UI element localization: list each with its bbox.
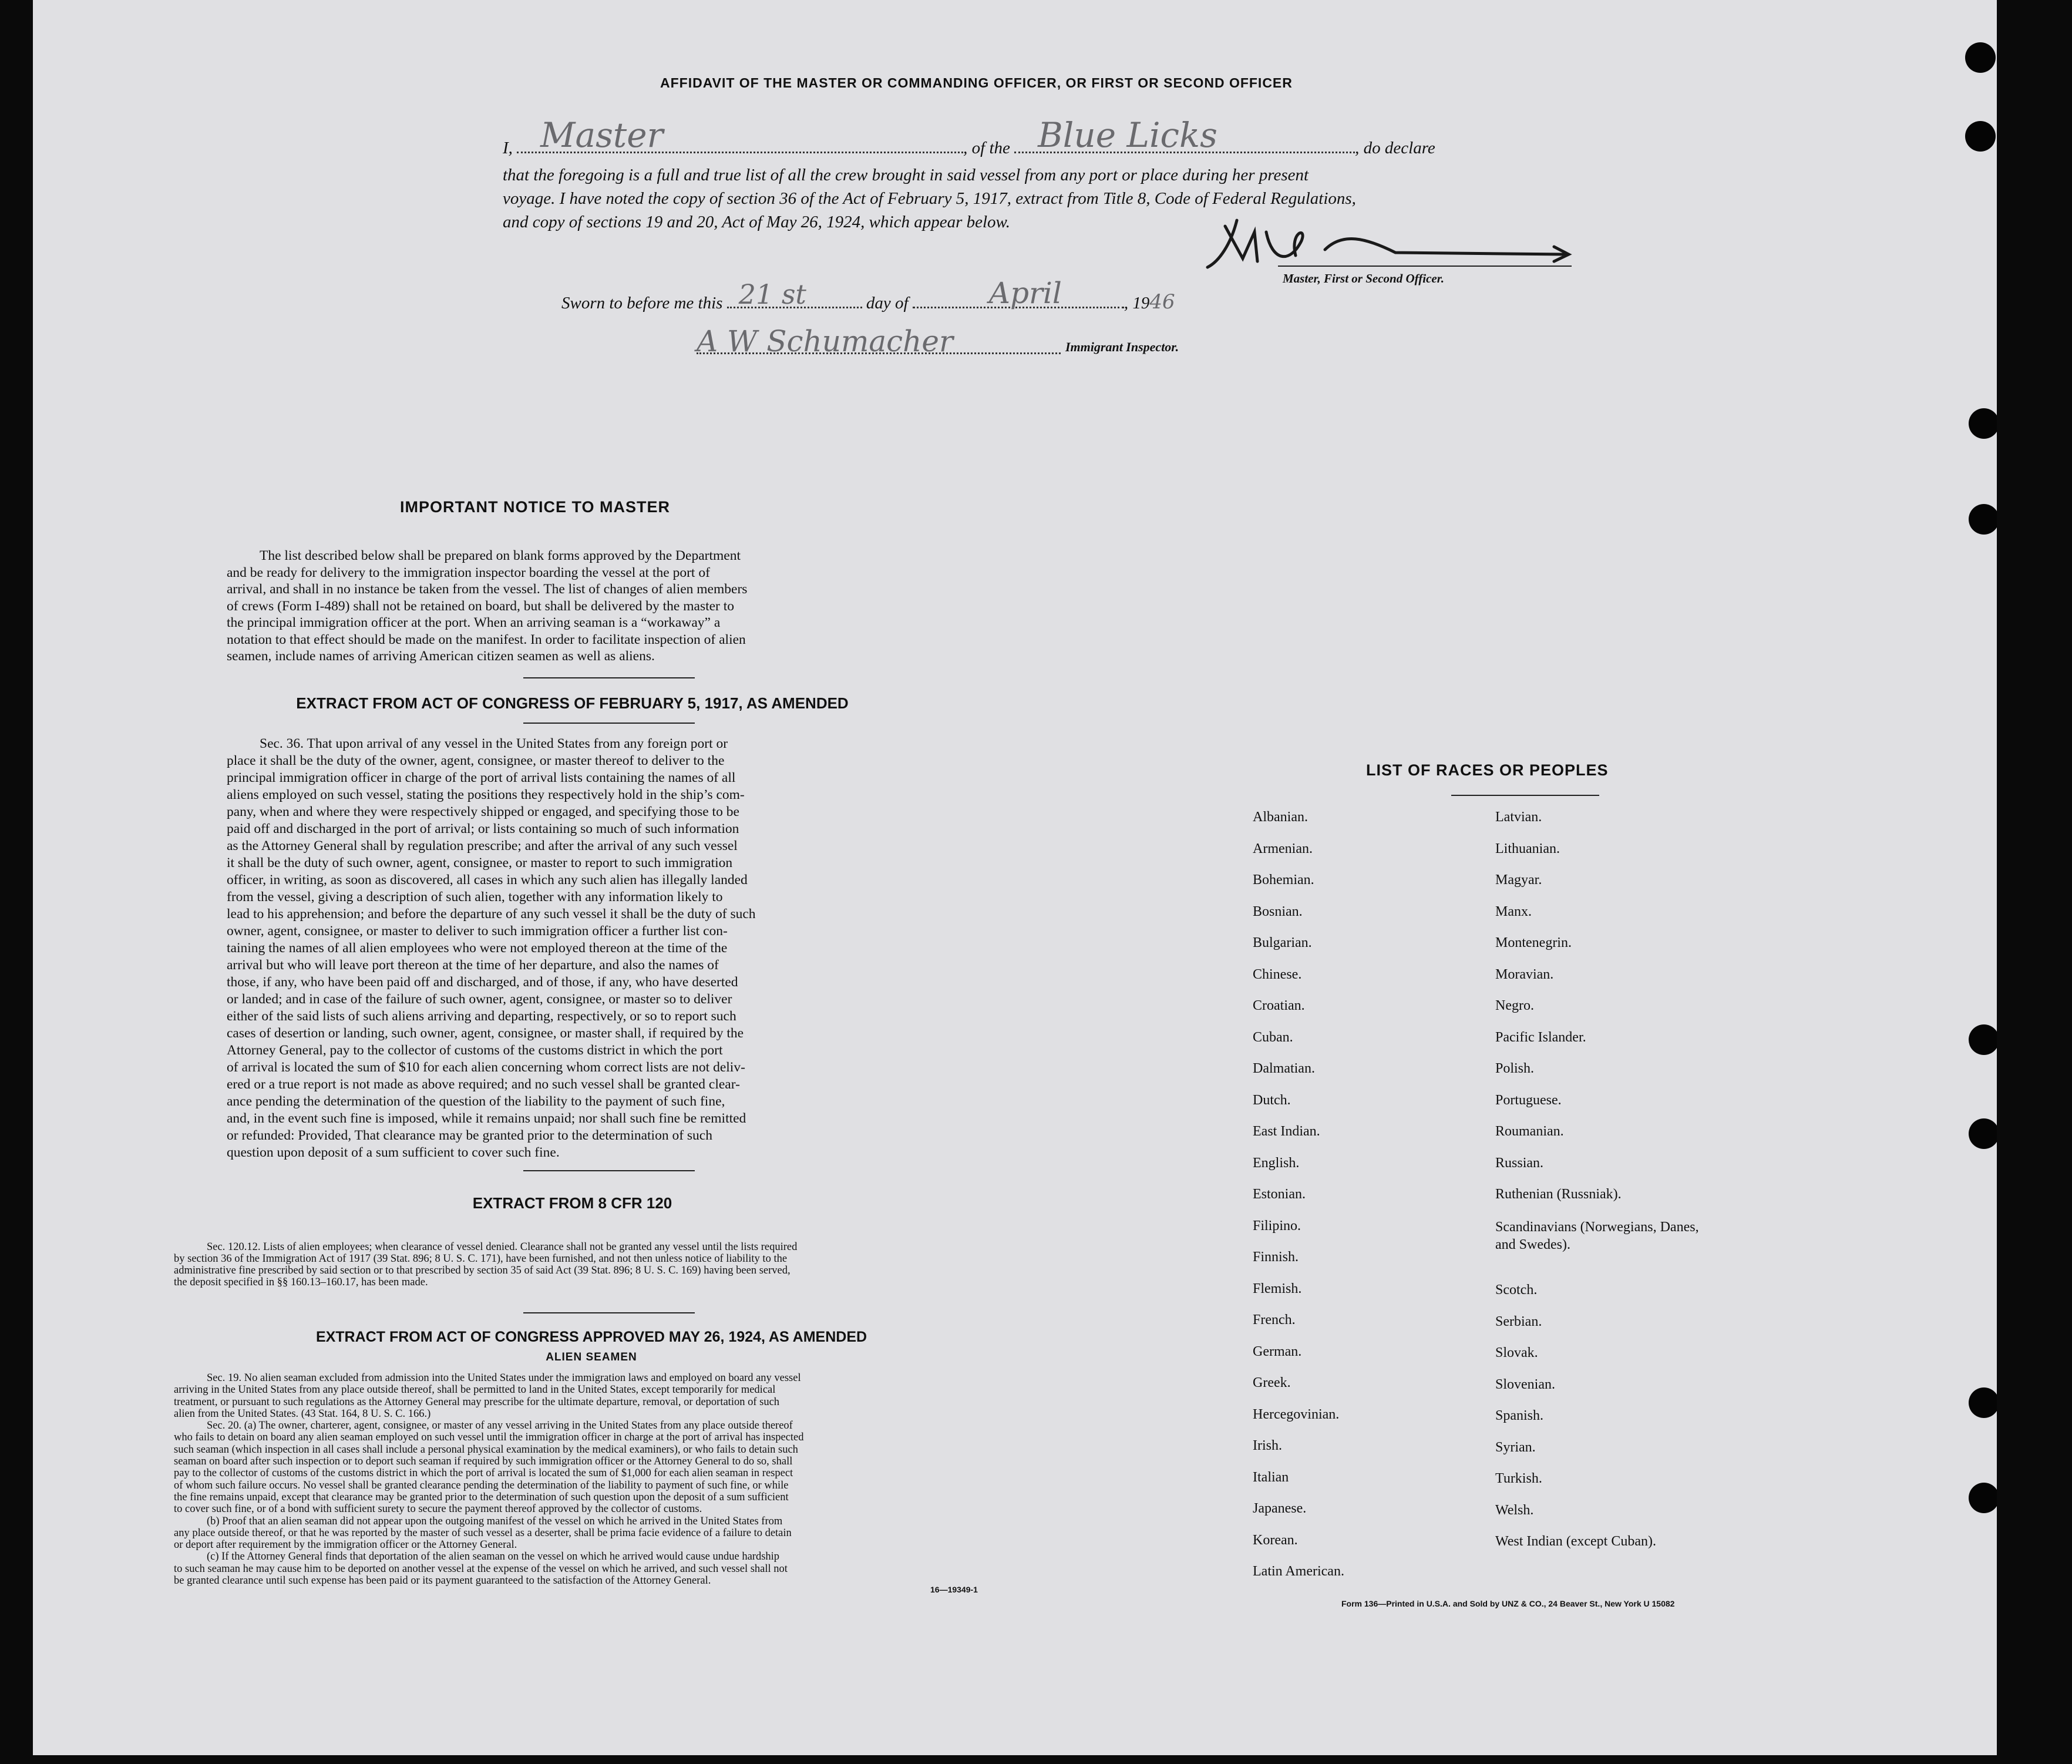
race-entry: Moravian. <box>1495 966 1554 982</box>
text-line: or deport after requirement by the immigration officer or the Attorney General. <box>174 1539 517 1551</box>
master-signature <box>1202 209 1577 273</box>
text-line: and, in the event such fine is imposed, while it remains unpaid; nor shall such fine be remitted <box>227 1111 746 1126</box>
act1924-heading: EXTRACT FROM ACT OF CONGRESS APPROVED MAY 26, 1924, AS AMENDED <box>315 1329 867 1345</box>
text-line: of crews (Form I-489) shall not be retained on board, but shall be delivered by the master to <box>227 598 735 614</box>
text-line: alien from the United States. (43 Stat. 164, 8 U. S. C. 166.) <box>174 1407 431 1420</box>
race-entry: Slovenian. <box>1495 1376 1555 1392</box>
race-entry: Bosnian. <box>1253 903 1303 919</box>
race-entry: Korean. <box>1253 1532 1298 1548</box>
text-line: arrival, and shall in no instance be taken from the vessel. The list of changes of alien members <box>227 582 748 597</box>
affidavit-line4: and copy of sections 19 and 20, Act of May 26, 1924, which appear below. <box>503 213 1010 231</box>
race-entry: Irish. <box>1253 1438 1282 1453</box>
text-line: Sec. 120.12. Lists of alien employees; when clearance of vessel denied. Clearance shall not be granted any vessel until the lists required <box>207 1241 798 1253</box>
text-line: pany, when and where they were respectively shipped or engaged, and specifying those to be <box>227 804 739 819</box>
text-line: aliens employed on such vessel, stating the positions they respectively hold in the ship’s com- <box>227 787 745 802</box>
cfr-body <box>174 1241 1008 1288</box>
affidavit-line3: voyage. I have noted the copy of section 36 of the Act of February 5, 1917, extract from Title 8, Code of Federal Regulations, <box>503 189 1356 208</box>
race-entry: Latin American. <box>1253 1564 1344 1579</box>
race-entry: Hercegovinian. <box>1253 1406 1340 1422</box>
race-entry: Dalmatian. <box>1253 1061 1315 1076</box>
sworn-line <box>561 276 1175 314</box>
form-code: 16—19349-1 <box>930 1585 978 1594</box>
race-entry: Manx. <box>1495 903 1532 919</box>
text-line: or refunded: Provided, That clearance may be granted prior to the determination of such <box>227 1128 712 1143</box>
race-entry: French. <box>1253 1312 1296 1328</box>
race-entry: Roumanian. <box>1495 1124 1564 1139</box>
race-entry: Russian. <box>1495 1155 1544 1171</box>
race-entry: Syrian. <box>1495 1439 1536 1455</box>
text-line: pay to the collector of customs of the customs district in which the port of arrival is located the sum of $1,000 for each alien seaman in respect <box>174 1467 793 1480</box>
binder-hole <box>1969 504 1997 535</box>
text-line: such seaman (which inspection in all cases shall include a personal physical examination by the medical examiners), or who fails to detain such <box>174 1443 798 1456</box>
race-entry: Albanian. <box>1253 809 1308 825</box>
declare-label: , do declare <box>1355 139 1435 157</box>
text-line: administrative fine prescribed by said section or to that prescribed by section 35 of said Act (39 Stat. 896; 8 U. S. C. 169) having been served, <box>174 1265 791 1276</box>
text-line: place it shall be the duty of the owner, agent, consignee, or master thereof to deliver to the <box>227 753 725 768</box>
text-line: paid off and discharged in the port of arrival; or lists containing so much of such information <box>227 821 739 836</box>
notice-body <box>227 547 918 665</box>
race-entry: Bulgarian. <box>1253 935 1312 950</box>
text-line: taining the names of all alien employees who were not employed thereon at the time of the <box>227 940 728 956</box>
text-line: treatment, or pursuant to such regulations as the Attorney General may prescribe for the ultimate departure, removal, or deportation of such <box>174 1396 780 1408</box>
race-entry: Bohemian. <box>1253 872 1314 888</box>
i-label: I, <box>503 139 513 157</box>
signature-caption: Master, First or Second Officer. <box>1283 271 1444 285</box>
text-line: principal immigration officer in charge of the port of arrival lists containing the names of all <box>227 770 736 785</box>
race-entry: Portuguese. <box>1495 1092 1562 1108</box>
text-line: those, if any, who have been paid off and discharged, and of those, if any, who have deserted <box>227 975 738 990</box>
text-line: of whom such failure occurs. No vessel shall be granted clearance pending the determination of the liability to payment of such fine, or while <box>174 1479 789 1491</box>
text-line: Sec. 20. (a) The owner, charterer, agent, consignee, or master of any vessel arriving in the United States from any place outside thereof <box>207 1420 793 1432</box>
race-entry: Serbian. <box>1495 1313 1542 1329</box>
race-entry: Estonian. <box>1253 1187 1306 1202</box>
race-entry: Montenegrin. <box>1495 935 1572 950</box>
text-line: the fine remains unpaid, except that clearance may be granted prior to the determination of such question upon the deposit of a sum sufficient <box>174 1491 789 1503</box>
race-entry: West Indian (except Cuban). <box>1495 1534 1656 1549</box>
text-line: ered or a true report is not made as above required; and no such vessel shall be granted clear- <box>227 1077 740 1092</box>
act1917-body <box>227 735 918 1161</box>
sworn-month-fill <box>913 276 1124 310</box>
text-line: seaman on board after such inspection or to deport such seaman if required by such immigration officer or the Attorney General to do so, shall <box>174 1456 793 1468</box>
text-line: or landed; and in case of the failure of such owner, agent, consignee, or master so to deliver <box>227 992 732 1007</box>
text-line: question upon deposit of a sum sufficient to cover such fine. <box>227 1145 560 1160</box>
inspector-label: Immigrant Inspector. <box>1065 340 1179 354</box>
binder-hole <box>1969 1483 1997 1513</box>
vessel-fill <box>1014 115 1355 155</box>
notice-heading: IMPORTANT NOTICE TO MASTER <box>400 498 670 516</box>
binder-hole <box>1965 121 1996 152</box>
race-entry: Cuban. <box>1253 1029 1293 1045</box>
race-entry: Dutch. <box>1253 1092 1291 1108</box>
text-line: as the Attorney General shall by regulation prescribe; and after the arrival of any such vessel <box>227 838 738 854</box>
text-line: either of the said lists of such aliens arriving and departing, respectively, or so to report such <box>227 1009 736 1024</box>
race-entry: Finnish. <box>1253 1249 1299 1265</box>
race-entry: English. <box>1253 1155 1300 1171</box>
race-entry: Negro. <box>1495 998 1534 1013</box>
race-entry: Lithuanian. <box>1495 841 1560 856</box>
affidavit-line2: that the foregoing is a full and true list of all the crew brought in said vessel from any port or place during her present <box>503 166 1309 184</box>
race-entry: Armenian. <box>1253 841 1313 856</box>
master-handwriting: Master <box>540 115 664 155</box>
cfr-heading: EXTRACT FROM 8 CFR 120 <box>472 1194 672 1212</box>
act1917-heading: EXTRACT FROM ACT OF CONGRESS OF FEBRUARY 5, 1917, AS AMENDED <box>296 694 849 712</box>
text-line: the deposit specified in §§ 160.13–160.17, has been made. <box>174 1276 428 1288</box>
races-heading: LIST OF RACES OR PEOPLES <box>1366 761 1609 779</box>
race-entry: Italian <box>1253 1469 1289 1485</box>
race-entry: Scotch. <box>1495 1282 1538 1298</box>
race-entry: Slovak. <box>1495 1345 1538 1360</box>
binder-hole <box>1969 1118 1997 1149</box>
race-entry: Flemish. <box>1253 1281 1302 1296</box>
race-entry: Latvian. <box>1495 809 1542 825</box>
sworn-label: Sworn to before me this <box>561 294 723 313</box>
text-line: the principal immigration officer at the port. When an arriving seaman is a “workaway” a <box>227 615 721 630</box>
binder-hole <box>1965 42 1996 73</box>
text-line: any place outside thereof, or that he was reported by the master of such vessel as a deserter, shall be prima facie evidence of a failure to detain <box>174 1527 792 1539</box>
text-line: it shall be the duty of such owner, agent, consignee, or master to report to such immigration <box>227 855 733 871</box>
text-line: lead to his apprehension; and before the departure of any such vessel it shall be the duty of such <box>227 906 756 922</box>
race-entry: Turkish. <box>1495 1471 1542 1486</box>
text-line: Sec. 19. No alien seaman excluded from admission into the United States under the immigration laws and employed on board any vessel <box>207 1372 801 1384</box>
sworn-day-handwriting: 21 st <box>738 278 806 310</box>
of-the-label: , of the <box>963 139 1010 157</box>
document-page <box>33 0 1997 1755</box>
race-entry: Japanese. <box>1253 1501 1307 1516</box>
binder-hole <box>1969 1024 1997 1055</box>
text-line: The list described below shall be prepared on blank forms approved by the Department <box>260 548 741 563</box>
race-entry: Ruthenian (Russniak). <box>1495 1187 1622 1202</box>
text-line: by section 36 of the Immigration Act of 1917 (39 Stat. 896; 8 U. S. C. 171), have been furnished, and not then unless notice of liability to the <box>174 1253 788 1265</box>
race-entry: Spanish. <box>1495 1408 1544 1423</box>
printer-credit: Form 136—Printed in U.S.A. and Sold by UNZ & CO., 24 Beaver St., New York U 15082 <box>1341 1599 1675 1608</box>
race-entry: East Indian. <box>1253 1124 1320 1139</box>
text-line: owner, agent, consignee, or master to deliver to such immigration officer a further list con- <box>227 923 728 939</box>
year-prefix: , 19 <box>1124 294 1150 313</box>
binder-hole <box>1969 1387 1997 1418</box>
text-line: Attorney General, pay to the collector of customs of the customs district in which the port <box>227 1043 723 1058</box>
affidavit-line1 <box>503 115 1613 158</box>
text-line: be granted clearance until such expense has been paid or its payment guaranteed to the satisfaction of the Attorney General. <box>174 1575 711 1587</box>
text-line: arriving in the United States from any place outside thereof, shall be permitted to land in the United States, except temporarily for medical <box>174 1384 776 1396</box>
race-entry: Croatian. <box>1253 998 1305 1013</box>
text-line: to cover such fine, or of a bond with sufficient surety to secure the payment thereof approved by the collector of customs. <box>174 1503 702 1516</box>
sworn-day-fill <box>727 278 862 310</box>
text-line: (b) Proof that an alien seaman did not appear upon the outgoing manifest of the vessel on which he arrived in the United States from <box>207 1515 783 1527</box>
inspector-signature-line <box>697 323 1061 358</box>
text-line: of arrival is located the sum of $10 for each alien concerning whom correct lists are not deliv- <box>227 1060 745 1075</box>
text-line: to such seaman he may cause him to be deported on another vessel at the expense of the vessel on which he arrived, and such vessel shall not <box>174 1563 788 1575</box>
text-line: and be ready for delivery to the immigration inspector boarding the vessel at the port of <box>227 565 710 580</box>
race-entry: Scandinavians (Norwegians, Danes, and Swedes). <box>1495 1219 1699 1252</box>
race-entry: Welsh. <box>1495 1502 1534 1518</box>
vessel-handwriting: Blue Licks <box>1038 115 1217 155</box>
text-line: from the vessel, giving a description of such alien, together with any information likely to <box>227 889 723 905</box>
text-line: notation to that effect should be made on the manifest. In order to facilitate inspection of alien <box>227 631 746 647</box>
text-line: (c) If the Attorney General finds that deportation of the alien seaman on the vessel on which he arrived would cause undue hardship <box>207 1551 780 1563</box>
text-line: cases of desertion or landing, such owner, agent, consignee, or master shall, if required by the <box>227 1026 744 1041</box>
binder-hole <box>1969 408 1997 439</box>
text-line: ance pending the determination of the question of the liability to the payment of such fine, <box>227 1094 725 1109</box>
race-entry: German. <box>1253 1343 1302 1359</box>
race-entry: Pacific Islander. <box>1495 1029 1586 1045</box>
day-of-label: day of <box>866 294 909 313</box>
race-entry: Polish. <box>1495 1061 1535 1076</box>
inspector-signature: A W Schumacher <box>697 324 953 358</box>
text-line: officer, in writing, as soon as discovered, all cases in which any such alien has illegally landed <box>227 872 748 888</box>
text-line: who fails to detain on board any alien seaman employed on such vessel until the immigration officer in charge at the port of arrival has inspected <box>174 1432 804 1444</box>
race-entry: Filipino. <box>1253 1218 1301 1234</box>
text-line: arrival but who will leave port thereon at the time of her departure, and also the names of <box>227 957 719 973</box>
year-handwriting: 46 <box>1149 290 1175 314</box>
act1924-body <box>174 1372 1009 1587</box>
affidavit-heading: AFFIDAVIT OF THE MASTER OR COMMANDING OFFICER, OR FIRST OR SECOND OFFICER <box>660 75 1293 90</box>
race-entry: Chinese. <box>1253 966 1302 982</box>
text-line: seamen, include names of arriving American citizen seamen as well as aliens. <box>227 649 655 664</box>
race-entry: Greek. <box>1253 1375 1291 1390</box>
master-fill <box>517 115 963 155</box>
sworn-month-handwriting: April <box>988 276 1062 310</box>
race-entry: Magyar. <box>1495 872 1542 888</box>
act1924-subheading: ALIEN SEAMEN <box>546 1351 637 1363</box>
text-line: Sec. 36. That upon arrival of any vessel in the United States from any foreign port or <box>260 736 728 751</box>
